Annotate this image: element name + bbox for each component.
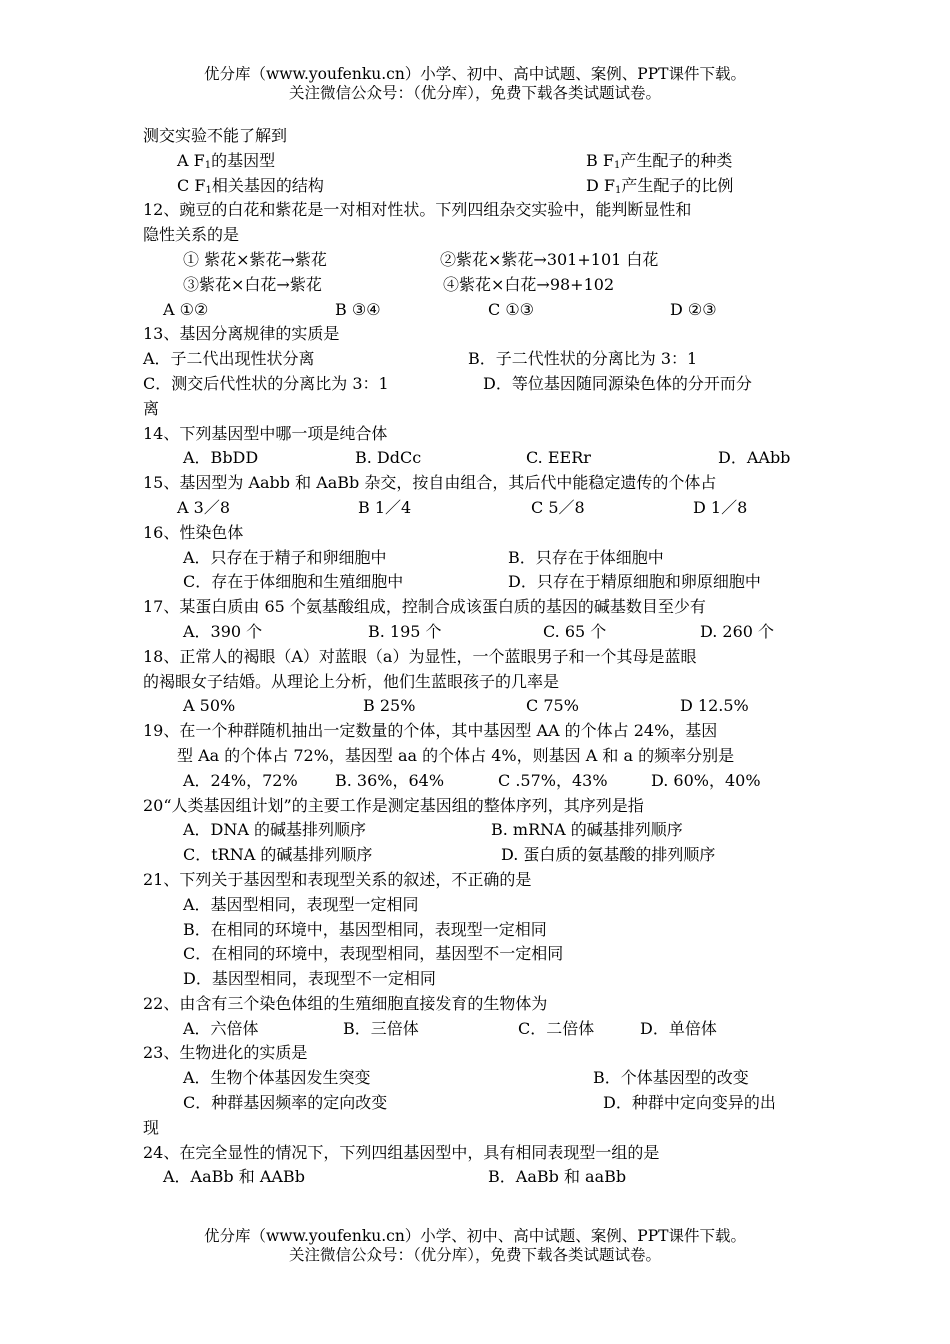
question-18-stem-line2: 的褐眼女子结婚。从理论上分析，他们生蓝眼孩子的几率是 bbox=[143, 671, 560, 691]
question-13-options-row3 bbox=[143, 397, 815, 422]
question-24-options bbox=[143, 1165, 815, 1190]
q22-option-b: B．三倍体 bbox=[343, 1018, 419, 1038]
question-12-items-row1 bbox=[143, 248, 815, 273]
q14-option-a: A．BbDD bbox=[183, 448, 259, 468]
question-23-stem: 23、生物进化的实质是 bbox=[143, 1043, 308, 1063]
q20-option-d: D. 蛋白质的氨基酸的排列顺序 bbox=[501, 845, 716, 865]
q12-item-2: ②紫花×紫花→301+101 白花 bbox=[440, 249, 659, 269]
q19-option-d: D. 60%，40% bbox=[651, 770, 761, 790]
question-19-stem-line1: 19、在一个种群随机抽出一定数量的个体，其中基因型 AA 的个体占 24%，基因 bbox=[143, 721, 718, 741]
q11-option-c: C $F_1$相关基因的结构 bbox=[177, 175, 324, 196]
q16-option-c: C．存在于体细胞和生殖细胞中 bbox=[183, 572, 404, 592]
header-line-2: 关注微信公众号：（优分库），免费下载各类试题试卷。 bbox=[288, 84, 661, 102]
header-line-1: 优分库（www.youfenku.cn）小学、初中、高中试题、案例、PPT课件下载。 bbox=[203, 65, 747, 83]
q14-option-b: B. DdCc bbox=[355, 448, 422, 468]
question-20-stem: 20“人类基因组计划”的主要工作是测定基因组的整体序列，其序列是指 bbox=[143, 795, 644, 815]
exam-questions bbox=[143, 124, 815, 1190]
q21-option-b: B．在相同的环境中，基因型相同，表现型一定相同 bbox=[183, 919, 547, 939]
question-19-options bbox=[143, 769, 815, 794]
q17-option-c: C. 65 个 bbox=[543, 621, 607, 641]
question-11-options-row2 bbox=[143, 174, 815, 199]
q17-option-a: A．390 个 bbox=[183, 621, 263, 641]
question-19-stem-line2: 型 Aa 的个体占 72%，基因型 aa 的个体占 4%，则基因 A 和 a 的频率分别是 bbox=[177, 745, 735, 765]
q12-option-b: B ③④ bbox=[335, 299, 381, 319]
q22-option-c: C．二倍体 bbox=[518, 1018, 595, 1038]
question-22-options bbox=[143, 1017, 815, 1042]
question-14-options bbox=[143, 446, 815, 471]
question-12-stem-line1: 12、豌豆的白花和紫花是一对相对性状。下列四组杂交实验中，能判断显性和 bbox=[143, 200, 692, 220]
page-header bbox=[0, 65, 950, 103]
q13-option-c: C．测交后代性状的分离比为 3：1 bbox=[143, 373, 389, 393]
page-footer bbox=[0, 1227, 950, 1265]
question-23-options-row1 bbox=[143, 1066, 815, 1091]
q23-option-a: A．生物个体基因发生突变 bbox=[183, 1068, 371, 1088]
question-20-options-row1 bbox=[143, 818, 815, 843]
question-16-options-row2 bbox=[143, 570, 815, 595]
q21-option-c: C．在相同的环境中，表现型相同，基因型不一定相同 bbox=[183, 944, 564, 964]
question-12-options bbox=[143, 298, 815, 323]
question-13-stem: 13、基因分离规律的实质是 bbox=[143, 324, 340, 344]
q12-item-3: ③紫花×白花→紫花 bbox=[183, 274, 322, 294]
q11-option-b: B $F_1$产生配子的种类 bbox=[586, 150, 733, 171]
question-12-items-row2 bbox=[143, 273, 815, 298]
question-13-options-row1 bbox=[143, 347, 815, 372]
q18-option-a: A 50% bbox=[183, 696, 236, 716]
q23-option-d-wrap: 现 bbox=[143, 1117, 160, 1137]
q19-option-a: A．24%，72% bbox=[183, 770, 298, 790]
q18-option-c: C 75% bbox=[526, 696, 579, 716]
q24-option-b: B．AaBb 和 aaBb bbox=[488, 1167, 627, 1187]
question-23-options-row2 bbox=[143, 1091, 815, 1116]
q16-option-b: B．只存在于体细胞中 bbox=[508, 547, 664, 567]
q13-option-b: B．子二代性状的分离比为 3：1 bbox=[468, 349, 698, 369]
question-15-options bbox=[143, 496, 815, 521]
q11-option-d: D $F_1$产生配子的比例 bbox=[586, 175, 734, 196]
q19-option-c: C .57%，43% bbox=[498, 770, 608, 790]
q20-option-b: B. mRNA 的碱基排列顺序 bbox=[491, 820, 683, 840]
question-13-options-row2 bbox=[143, 372, 815, 397]
q21-option-a: A．基因型相同，表现型一定相同 bbox=[183, 894, 419, 914]
q21-option-d: D．基因型相同，表现型不一定相同 bbox=[183, 969, 436, 989]
q16-option-d: D．只存在于精原细胞和卵原细胞中 bbox=[508, 572, 761, 592]
question-15-stem: 15、基因型为 Aabb 和 AaBb 杂交，按自由组合，其后代中能稳定遗传的个体占 bbox=[143, 473, 717, 493]
question-23-options-row3 bbox=[143, 1116, 815, 1141]
question-21-option-b-row bbox=[143, 918, 815, 943]
q12-option-c: C ①③ bbox=[488, 299, 535, 319]
question-14-stem: 14、下列基因型中哪一项是纯合体 bbox=[143, 423, 388, 443]
q13-option-d: D．等位基因随同源染色体的分开而分 bbox=[483, 373, 752, 393]
q12-option-d: D ②③ bbox=[670, 299, 717, 319]
q18-option-b: B 25% bbox=[363, 696, 416, 716]
q23-option-c: C．种群基因频率的定向改变 bbox=[183, 1093, 388, 1113]
question-21-option-a-row bbox=[143, 893, 815, 918]
question-18-stem-line1: 18、正常人的褐眼（A）对蓝眼（a）为显性，一个蓝眼男子和一个其母是蓝眼 bbox=[143, 646, 697, 666]
q23-option-d: D．种群中定向变异的出 bbox=[603, 1093, 776, 1113]
question-17-options bbox=[143, 620, 815, 645]
q12-item-1: ① 紫花×紫花→紫花 bbox=[183, 249, 327, 269]
q12-option-a: A ①② bbox=[163, 299, 209, 319]
q16-option-a: A．只存在于精子和卵细胞中 bbox=[183, 547, 387, 567]
footer-line-2: 关注微信公众号：（优分库），免费下载各类试题试卷。 bbox=[288, 1246, 661, 1264]
question-22-stem: 22、由含有三个染色体组的生殖细胞直接发育的生物体为 bbox=[143, 993, 548, 1013]
question-17-stem: 17、某蛋白质由 65 个氨基酸组成，控制合成该蛋白质的基因的碱基数目至少有 bbox=[143, 597, 706, 617]
question-18-options bbox=[143, 694, 815, 719]
question-21-stem: 21、下列关于基因型和表现型关系的叙述，不正确的是 bbox=[143, 869, 532, 889]
question-12-stem-line2: 隐性关系的是 bbox=[143, 225, 240, 245]
question-16-options-row1 bbox=[143, 546, 815, 571]
question-20-options-row2 bbox=[143, 843, 815, 868]
q11-option-a: A $F_1$的基因型 bbox=[177, 150, 276, 171]
q15-option-b: B 1／4 bbox=[358, 497, 412, 517]
q24-option-a: A．AaBb 和 AABb bbox=[163, 1167, 305, 1187]
footer-line-1: 优分库（www.youfenku.cn）小学、初中、高中试题、案例、PPT课件下载。 bbox=[203, 1227, 747, 1245]
q22-option-d: D．单倍体 bbox=[640, 1018, 717, 1038]
q18-option-d: D 12.5% bbox=[680, 696, 749, 716]
q17-option-b: B. 195 个 bbox=[368, 621, 442, 641]
q13-option-d-wrap: 离 bbox=[143, 398, 160, 418]
question-11-stem: 测交实验不能了解到 bbox=[143, 126, 288, 145]
q13-option-a: A．子二代出现性状分离 bbox=[143, 349, 315, 369]
q19-option-b: B. 36%，64% bbox=[335, 770, 445, 790]
question-16-stem: 16、性染色体 bbox=[143, 522, 244, 542]
q20-option-c: C．tRNA 的碱基排列顺序 bbox=[183, 845, 373, 865]
question-11-options-row1 bbox=[143, 149, 815, 174]
q20-option-a: A．DNA 的碱基排列顺序 bbox=[183, 820, 367, 840]
q15-option-c: C 5／8 bbox=[531, 497, 585, 517]
q22-option-a: A．六倍体 bbox=[183, 1018, 259, 1038]
question-24-stem: 24、在完全显性的情况下，下列四组基因型中，具有相同表现型一组的是 bbox=[143, 1142, 660, 1162]
q17-option-d: D. 260 个 bbox=[700, 621, 775, 641]
q23-option-b: B．个体基因型的改变 bbox=[593, 1068, 749, 1088]
q14-option-d: D．AAbb bbox=[718, 448, 791, 468]
q15-option-d: D 1／8 bbox=[693, 497, 748, 517]
q15-option-a: A 3／8 bbox=[177, 497, 231, 517]
q12-item-4: ④紫花×白花→98+102 bbox=[443, 274, 615, 294]
question-21-option-c-row bbox=[143, 942, 815, 967]
question-21-option-d-row bbox=[143, 967, 815, 992]
q14-option-c: C. EERr bbox=[526, 448, 591, 468]
